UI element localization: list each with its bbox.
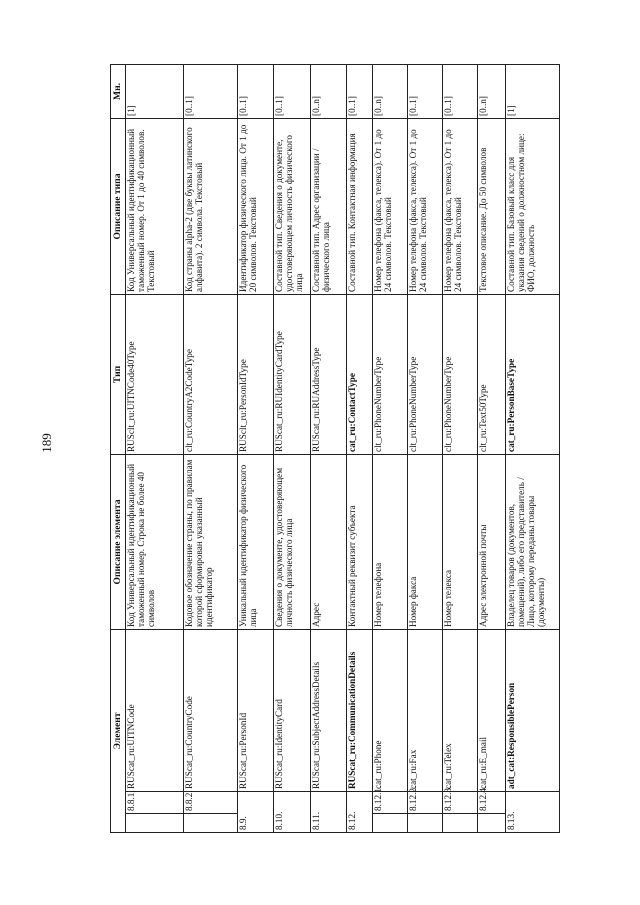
multiplicity: [1] [126,64,184,118]
type-name: RUScat_ru:RUIdentityCardType [274,294,311,454]
type-description: Код Универсальный идентификационный таможенный номер. От 1 до 40 символов. Текстовый [126,118,184,294]
row-number: 8.9. [238,792,274,833]
element-name: RUScat_ru:PersonId [238,629,274,791]
element-name: adt_cat:ResponsiblePerson [506,629,560,791]
multiplicity: [0..1] [274,64,311,118]
indent-cell [126,814,184,833]
row-number: 8.13. [506,792,560,833]
row-number: 8.12.1. [373,792,408,814]
type-name: cat_ru:ContactType [347,294,373,454]
table-row [478,64,506,832]
header-type: Тип [111,294,126,454]
element-description: Код Универсальный идентификационный таможенный номер. Строка не более 40 символов [126,454,184,629]
element-name: RUScat_ru:IdentityCard [274,629,311,791]
type-name: cat_ru:PersonBaseType [506,294,560,454]
table-row [408,64,443,832]
element-name: RUScat_ru:CommunicationDetails [347,629,373,791]
row-number: 8.10. [274,792,311,833]
type-name: RUSclt_ru:PersonIdType [238,294,274,454]
type-description: Код страны alpha-2 (две буквы латинского алфавита). 2 символа. Текстовый [184,118,238,294]
row-number: 8.12.3. [443,792,478,814]
type-description: Составной тип. Адрес организации / физического лица [311,118,347,294]
table-row [184,64,238,832]
element-name: RUScat_ru:SubjectAddressDetails [311,629,347,791]
indent-cell [443,814,478,833]
type-description: Составной тип. Базовый класс для указания сведений о должностном лице: ФИО, должность [506,118,560,294]
header-element-description: Описание элемента [111,454,126,629]
multiplicity: [0..1] [347,64,373,118]
type-name: RUSclt_ru:UITNCode40Type [126,294,184,454]
table-row [443,64,478,832]
row-number: 8.8.1. [126,792,184,814]
type-description: Текстовое описание. До 50 символов [478,118,506,294]
type-name: clt_ru:PhoneNumberType [443,294,478,454]
table-row [274,64,311,832]
multiplicity: [0..1] [408,64,443,118]
indent-cell [478,814,506,833]
element-name: cat_ru:Telex [443,629,478,791]
header-type-description: Описание типа [111,118,126,294]
type-name: RUScat_ru:RUAddressType [311,294,347,454]
row-number: 8.12.2. [408,792,443,814]
type-name: clt_ru:CountryA2CodeType [184,294,238,454]
element-description: Контактный реквизит субъекта [347,454,373,629]
element-description: Номер факса [408,454,443,629]
element-name: RUScat_ru:CountryCode [184,629,238,791]
table-row [311,64,347,832]
indent-cell [184,814,238,833]
indent-cell [373,814,408,833]
table-row [238,64,274,832]
landscape-page [110,65,547,833]
multiplicity: [0..1] [443,64,478,118]
type-name: clt_ru:PhoneNumberType [373,294,408,454]
type-description: Номер телефона (факса, телекса). От 1 до 24 символов. Текстовый [443,118,478,294]
table-row [126,64,184,832]
element-description: Адрес [311,454,347,629]
element-description: Уникальный идентификатор физического лица [238,454,274,629]
element-description: Номер телефона [373,454,408,629]
element-description: Владелец товаров (документов, помещений), либо его представитель / Лицо, которому переданы товары (документы) [506,454,560,629]
multiplicity: [0..n] [478,64,506,118]
type-name: clt_ru:PhoneNumberType [408,294,443,454]
row-number: 8.12. [347,792,373,833]
row-number: 8.11. [311,792,347,833]
type-description: Номер телефона (факса, телекса). От 1 до 24 символов. Текстовый [373,118,408,294]
spec-table [110,64,560,833]
header-element: Элемент [111,629,126,832]
multiplicity: [1] [506,64,560,118]
multiplicity: [0..1] [238,64,274,118]
type-name: clt_ru:Text50Type [478,294,506,454]
element-description: Номер телекса [443,454,478,629]
element-description: Адрес электронной почты [478,454,506,629]
table-row [373,64,408,832]
row-number: 8.8.2. [184,792,238,814]
element-name: cat_ru:Fax [408,629,443,791]
table-row [506,64,560,832]
type-description: Идентификатор физического лица. От 1 до 20 символов. Текстовый [238,118,274,294]
table-header-row [111,64,126,832]
type-description: Составной тип. Контактная информация [347,118,373,294]
rotated-table-frame [110,65,547,833]
type-description: Составной тип. Сведения о документе, удостоверяющем личность физического лица [274,118,311,294]
element-name: cat_ru:E_mail [478,629,506,791]
multiplicity: [0..1] [184,64,238,118]
row-number: 8.12.4. [478,792,506,814]
type-description: Номер телефона (факса, телекса). От 1 до 24 символов. Текстовый [408,118,443,294]
multiplicity: [0..n] [311,64,347,118]
header-multiplicity: Мн. [111,64,126,118]
page-number: 189 [39,433,54,453]
multiplicity: [0..n] [373,64,408,118]
element-description: Сведения о документе, удостоверяющем личность физического лица [274,454,311,629]
element-description: Кодовое обозначение страны, по правилам которой сформирован указанный идентификатор [184,454,238,629]
element-name: RUScat_ru:UITNCode [126,629,184,791]
table-row [347,64,373,832]
indent-cell [408,814,443,833]
element-name: cat_ru:Phone [373,629,408,791]
